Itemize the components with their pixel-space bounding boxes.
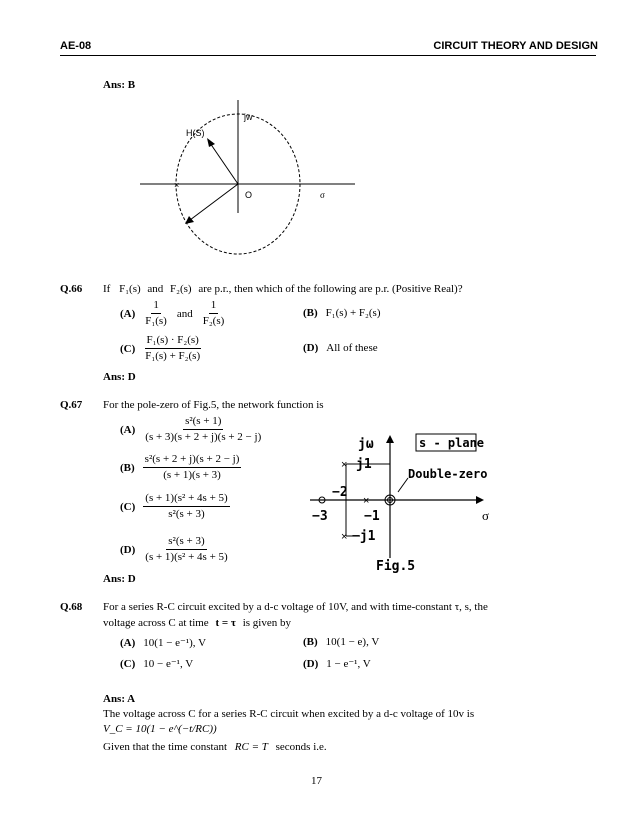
label-jw: jω — [358, 437, 374, 452]
question-text-line1: For a series R-C circuit excited by a d-c voltage of 10V, and with time-constant τ, s, the — [103, 601, 488, 613]
label-doublezero: Double-zero — [408, 467, 488, 481]
option-label: (B) — [303, 307, 318, 319]
answer-label: Ans: B — [103, 79, 136, 91]
denominator: (s + 1)(s² + 4s + 5) — [145, 551, 228, 563]
numerator: s²(s + 3) — [166, 535, 206, 550]
numerator: 1 — [151, 299, 161, 314]
pole-upper: × — [341, 459, 348, 471]
question-number: Q.68 — [60, 601, 83, 613]
phasor-up — [210, 143, 238, 184]
option-d — [120, 535, 230, 564]
numerator: s²(s + 1) — [183, 415, 223, 430]
denominator: F₂(s) — [202, 315, 225, 327]
explanation-formula: V_C = 10(1 − e^(−t/RC)) — [103, 723, 217, 735]
fraction — [201, 299, 227, 328]
question-number: Q.67 — [60, 399, 83, 411]
q66-text-and: and — [147, 283, 164, 295]
fraction — [143, 453, 242, 482]
option-label: (C) — [120, 500, 136, 513]
line2-time: t = τ — [215, 617, 236, 629]
option-label: (A) — [120, 423, 136, 436]
exp3-pre: Given that the time constant — [103, 741, 228, 753]
fraction — [143, 415, 263, 444]
conjunction: and — [176, 307, 193, 320]
dz-pointer — [398, 478, 408, 492]
figure-circle-plot — [130, 98, 360, 270]
q66-f1: F₁(s) — [119, 283, 141, 295]
explanation-line3 — [103, 741, 327, 753]
option-expression: 1 − e⁻¹, V — [326, 658, 371, 670]
question-text: For the pole-zero of Fig.5, the network function is — [103, 399, 324, 411]
label-sigma: σ — [320, 190, 325, 200]
label-sigma: σ — [482, 508, 490, 523]
figure-s-plane — [308, 430, 508, 574]
denominator: s²(s + 3) — [168, 508, 205, 520]
line2-pre: voltage across C at time — [103, 617, 209, 629]
denominator: (s + 3)(s + 2 + j)(s + 2 − j) — [145, 431, 262, 443]
label-m2: −2 — [332, 485, 348, 500]
answer-label: Ans: A — [103, 693, 136, 705]
option-label: (B) — [303, 636, 318, 648]
label-hs: H(S) — [186, 128, 205, 138]
page-number: 17 — [311, 775, 322, 787]
label-o: O — [245, 190, 253, 200]
option-label: (C) — [120, 657, 136, 670]
numerator: 1 — [209, 299, 219, 314]
option-c — [120, 492, 230, 521]
pole-lower: × — [341, 531, 348, 543]
option-label: (D) — [120, 543, 136, 556]
option-expression: F₁(s) + F₂(s) — [325, 307, 381, 319]
numerator: (s + 1)(s² + 4s + 5) — [143, 492, 229, 507]
option-c — [120, 657, 193, 670]
question-text-line2 — [103, 617, 291, 629]
option-label: (A) — [120, 307, 136, 320]
header-left: AE-08 — [60, 40, 92, 52]
label-jw: jw — [244, 112, 253, 122]
option-label: (A) — [120, 636, 136, 649]
figure-caption: Fig.5 — [376, 559, 416, 574]
arrow-up — [207, 138, 215, 147]
q66-text-pre: If — [103, 283, 111, 295]
jw-arrow — [386, 435, 394, 443]
label-x-mark: × — [174, 180, 180, 190]
denominator: (s + 1)(s + 3) — [163, 469, 221, 481]
q66-text-post: are p.r., then which of the following are p.r. (Positive Real)? — [198, 283, 463, 295]
header-right: CIRCUIT THEORY AND DESIGN — [433, 40, 598, 52]
header-rule — [60, 55, 596, 56]
label-m3: −3 — [312, 509, 328, 524]
explanation-line1: The voltage across C for a series R-C circuit when excited by a d-c voltage of 10v is — [103, 708, 475, 720]
denominator: F₁(s) — [145, 315, 167, 327]
option-expression: 10(1 − e⁻¹), V — [143, 637, 207, 649]
phasor-down — [190, 184, 238, 220]
sigma-arrow — [476, 496, 484, 504]
fraction — [143, 535, 229, 564]
answer-label: Ans: D — [103, 573, 136, 585]
option-c — [120, 334, 202, 363]
line2-post: is given by — [242, 617, 291, 629]
option-text: All of these — [326, 342, 378, 354]
option-b — [303, 307, 381, 319]
numerator: F₁(s) · F₂(s) — [145, 334, 201, 349]
q66-f2: F₂(s) — [170, 283, 192, 295]
option-b — [120, 453, 241, 482]
option-b — [303, 636, 379, 648]
answer-label: Ans: D — [103, 371, 136, 383]
option-a — [120, 299, 226, 328]
option-expression: 10 − e⁻¹, V — [143, 658, 194, 670]
option-label: (D) — [303, 657, 319, 670]
option-a — [120, 636, 206, 649]
fraction — [143, 299, 169, 328]
label-mj1: −j1 — [352, 529, 376, 544]
fraction — [143, 334, 202, 363]
label-j1: j1 — [356, 457, 372, 472]
question-number: Q.66 — [60, 283, 83, 295]
option-a — [120, 415, 263, 444]
label-m1: −1 — [364, 509, 380, 524]
exp3-eq: RC = T — [234, 741, 268, 753]
option-d — [303, 657, 371, 670]
option-d — [303, 342, 378, 354]
pole-mid: × — [363, 495, 370, 507]
option-label: (D) — [303, 342, 319, 354]
exp3-post: seconds i.e. — [275, 741, 327, 753]
option-label: (C) — [120, 342, 136, 355]
label-splane: s - plane — [419, 436, 485, 450]
option-label: (B) — [120, 461, 135, 474]
option-expression: 10(1 − e), V — [325, 636, 380, 648]
arrow-down — [185, 216, 194, 224]
fraction — [143, 492, 229, 521]
numerator: s²(s + 2 + j)(s + 2 − j) — [143, 453, 242, 468]
question-text — [103, 283, 463, 295]
denominator: F₁(s) + F₂(s) — [145, 350, 201, 362]
